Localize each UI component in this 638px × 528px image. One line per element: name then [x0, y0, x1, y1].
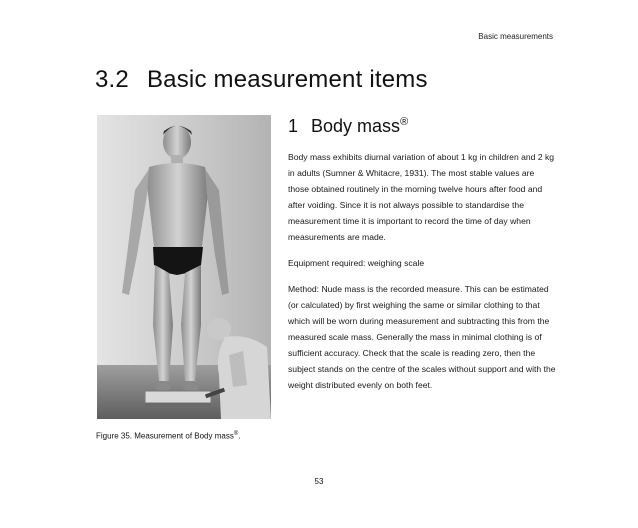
body-text-column: [288, 116, 556, 403]
paragraph-method: Method: Nude mass is the recorded measure. This can be estimated (or calculated) by first weighing the same or similar clothing to that which will be worn during measurement and subtracting this from the measured scale mass. Generally the mass in minimal clothing is of sufficient accuracy. Check that the scale is reading zero, then the subject stands on the centre of the scales without support and with the weight distributed evenly on both feet.: [288, 284, 556, 390]
item-title-mark: ®: [400, 116, 409, 128]
item-title-text: Body mass: [311, 116, 401, 136]
body-mass-measurement-photo: [97, 115, 271, 419]
section-number: 3.2: [95, 66, 129, 93]
paragraph-variation: Body mass exhibits diurnal variation of about 1 kg in children and 2 kg in adults (Sumner & Whitacre, 1931). The most stable values are those obtained routinely in the morning twelve hours after food and after voiding. Since it is not always possible to standardise the measurement time it is important to record the time of day when measurements are made.: [288, 152, 555, 242]
figure-caption-mark: ®: [233, 431, 239, 437]
item-title: [288, 116, 556, 137]
figure-caption: [96, 431, 241, 441]
running-header: Basic measurements: [478, 32, 553, 41]
paragraph-equipment: Equipment required: weighing scale: [288, 258, 425, 268]
figure-photo: [97, 115, 271, 419]
figure-caption-text: Figure 35. Measurement of Body mass: [96, 431, 234, 441]
section-title: [95, 66, 428, 94]
page-number: 53: [314, 477, 324, 486]
section-title-text: Basic measurement items: [146, 66, 428, 93]
item-number: 1: [288, 116, 299, 136]
figure-caption-tail: .: [238, 431, 241, 441]
